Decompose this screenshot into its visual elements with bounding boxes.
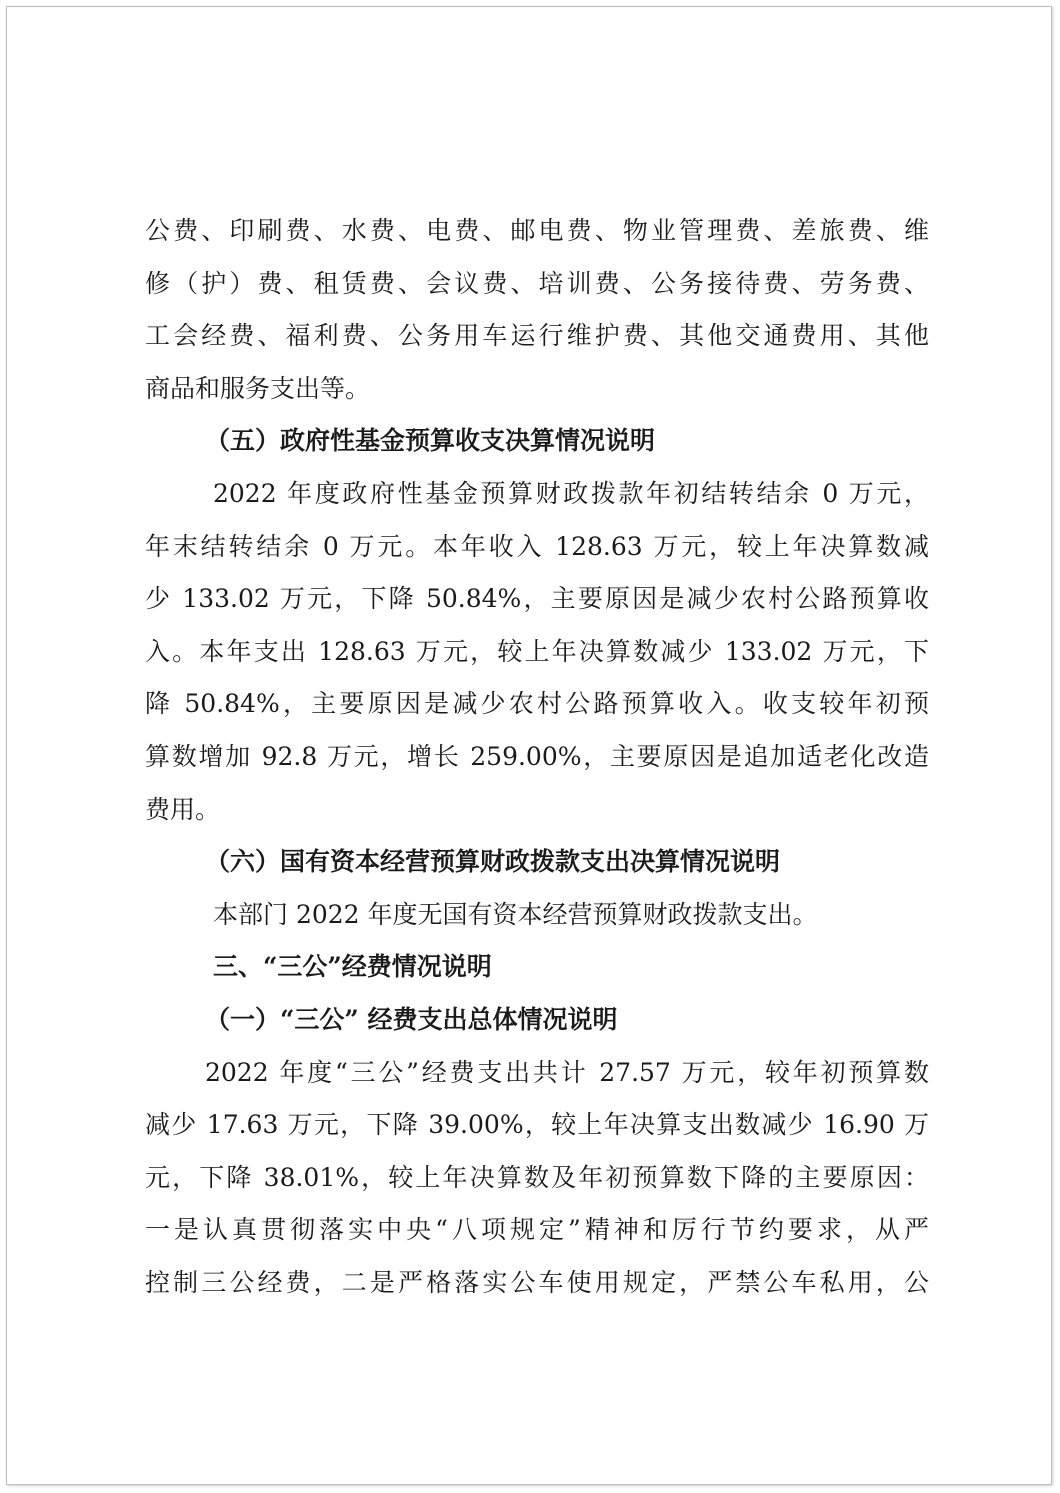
body-line: 减少 17.63 万元，下降 39.00%，较上年决算支出数减少 16.90 万 (145, 1110, 929, 1140)
section-heading: （一）“三公” 经费支出总体情况说明 (205, 1004, 618, 1034)
document-page (6, 6, 1052, 1485)
body-line: 元，下降 38.01%，较上年决算数及年初预算数下降的主要原因： (145, 1162, 929, 1192)
chapter-heading: 三、“三公”经费情况说明 (213, 952, 492, 982)
body-line: 少 133.02 万元，下降 50.84%，主要原因是减少农村公路预算收 (145, 584, 929, 614)
body-line: 降 50.84%，主要原因是减少农村公路预算收入。收支较年初预 (145, 689, 929, 719)
document-body (145, 205, 929, 1309)
body-line: 修（护）费、租赁费、会议费、培训费、公务接待费、劳务费、 (145, 268, 929, 298)
body-line: 年末结转结余 0 万元。本年收入 128.63 万元，较上年决算数减 (145, 531, 929, 561)
section-heading: （六）国有资本经营预算财政拨款支出决算情况说明 (205, 847, 781, 877)
body-line: 本部门 2022 年度无国有资本经营预算财政拨款支出。 (213, 899, 818, 929)
body-line: 2022 年度政府性基金预算财政拨款年初结转结余 0 万元， (213, 478, 929, 508)
body-line: 算数增加 92.8 万元，增长 259.00%，主要原因是追加适老化改造 (145, 741, 929, 771)
body-line: 工会经费、福利费、公务用车运行维护费、其他交通费用、其他 (145, 321, 929, 351)
section-heading: （五）政府性基金预算收支决算情况说明 (205, 426, 656, 456)
body-line: 控制三公经费，二是严格落实公车使用规定，严禁公车私用，公 (145, 1267, 929, 1297)
body-line: 一是认真贯彻落实中央“八项规定”精神和厉行节约要求，从严 (145, 1215, 929, 1245)
body-line: 商品和服务支出等。 (145, 373, 371, 403)
body-line: 2022 年度“三公”经费支出共计 27.57 万元，较年初预算数 (205, 1057, 929, 1087)
body-line: 费用。 (145, 794, 221, 824)
body-line: 公费、印刷费、水费、电费、邮电费、物业管理费、差旅费、维 (145, 216, 929, 245)
body-line: 入。本年支出 128.63 万元，较上年决算数减少 133.02 万元，下 (145, 636, 929, 666)
